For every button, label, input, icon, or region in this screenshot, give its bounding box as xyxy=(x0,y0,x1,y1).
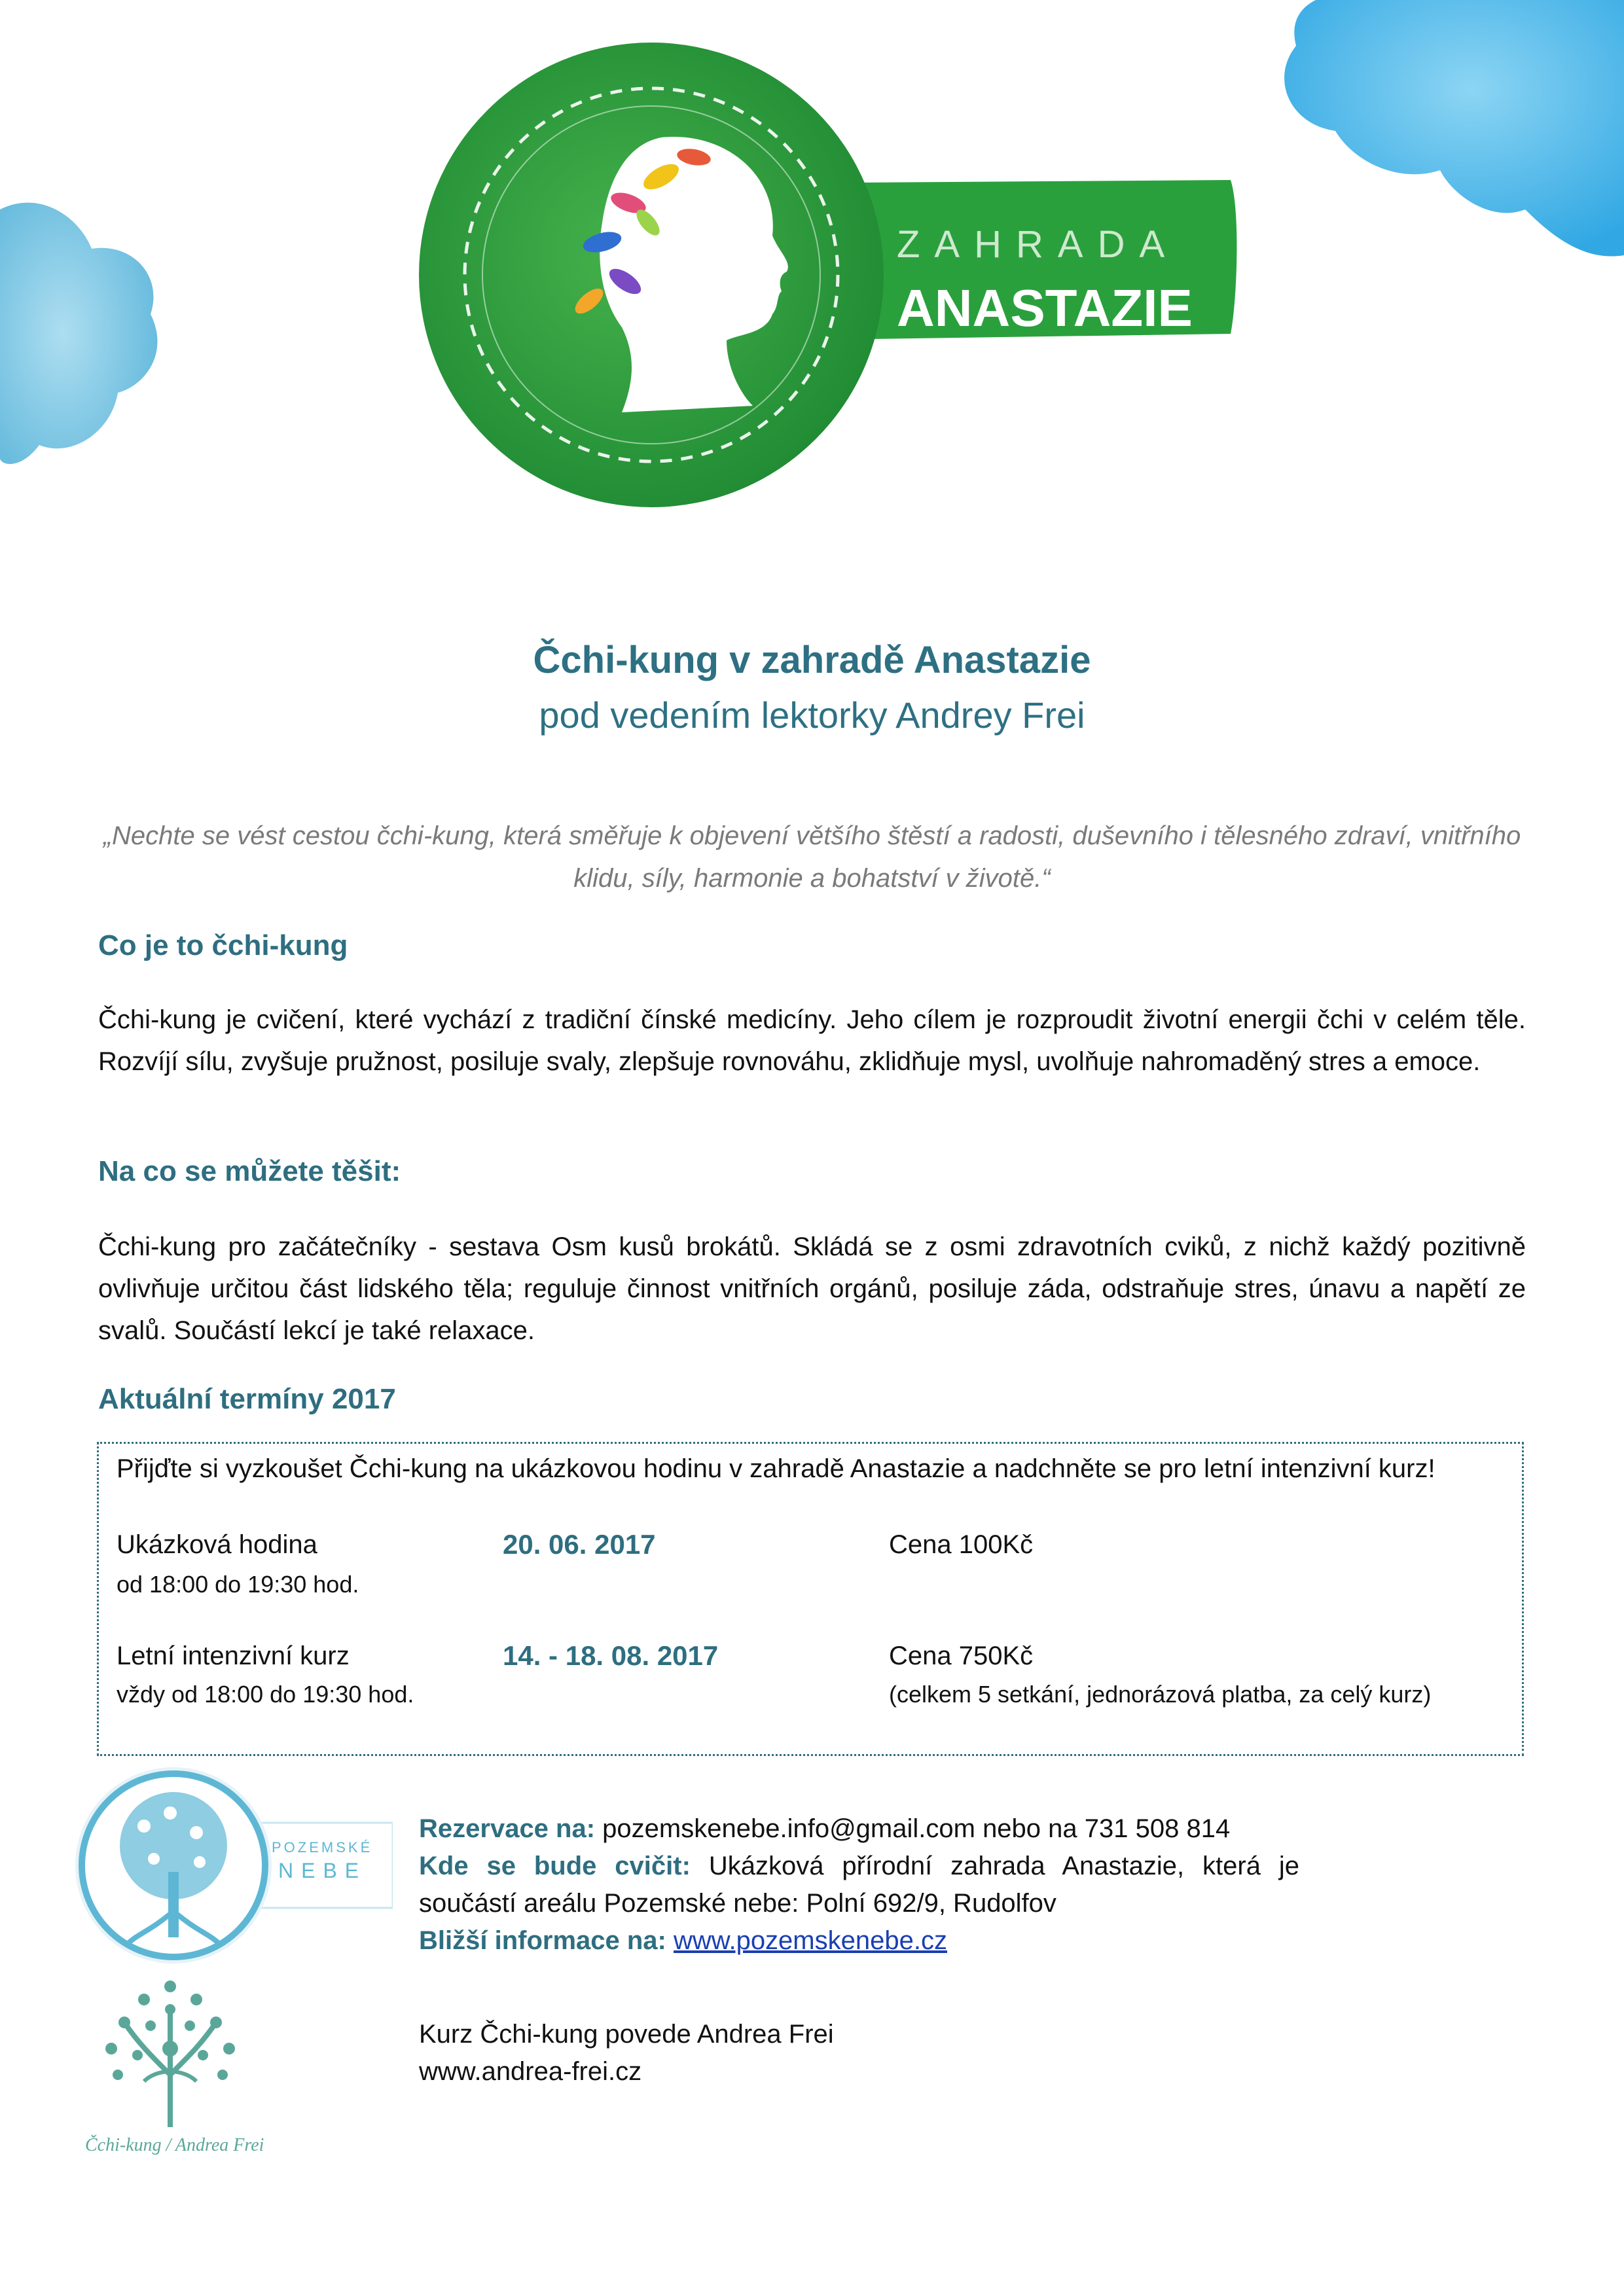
info-label: Bližší informace na: xyxy=(419,1926,666,1955)
event-time: vždy od 18:00 do 19:30 hod. xyxy=(117,1681,414,1708)
andrea-frei-logo xyxy=(72,1964,268,2166)
info-line xyxy=(419,1922,1299,1960)
andrea-frei-caption: Čchi-kung / Andrea Frei xyxy=(85,2135,264,2155)
logo-line1: ZAHRADA xyxy=(897,223,1180,266)
page-title: Čchi-kung v zahradě Anastazie xyxy=(533,639,1091,681)
section-heading-what-is: Co je to čchi-kung xyxy=(98,929,348,961)
watercolor-blob-right xyxy=(1276,0,1624,262)
event-name: Letní intenzivní kurz xyxy=(117,1641,350,1670)
reservation-label: Rezervace na: xyxy=(419,1814,596,1843)
section-heading-look-forward: Na co se můžete těšit: xyxy=(98,1155,401,1187)
reservation-email[interactable]: pozemskenebe.info@gmail.com xyxy=(602,1814,975,1843)
section-heading-dates: Aktuální termíny 2017 xyxy=(98,1383,396,1415)
event-price: Cena 100Kč xyxy=(889,1530,1034,1559)
event-name: Ukázková hodina xyxy=(117,1530,317,1559)
event-price: Cena 750Kč xyxy=(889,1641,1034,1670)
zahrada-anastazie-logo xyxy=(386,26,1244,524)
lector-block xyxy=(419,2016,834,2090)
lector-line: Kurz Čchi-kung povede Andrea Frei xyxy=(419,2020,834,2049)
section-text-look-forward: Čchi-kung pro začátečníky - sestava Osm kusů brokátů. Skládá se z osmi zdravotních cviků, z nichž každý pozitivně ovlivňuje určitou část lidského těla; reguluje činnost vnitřních orgánů, posiluje záda, odstraňuje stres, únavu a napětí ze svalů. Součástí lekcí je také relaxace. xyxy=(98,1232,1526,1345)
event-time: od 18:00 do 19:30 hod. xyxy=(117,1571,359,1598)
reservation-line xyxy=(419,1810,1299,1848)
pozemske-nebe-logo xyxy=(72,1767,393,1964)
pozemske-line2: NEBE xyxy=(278,1859,367,1882)
reservation-mid: nebo na xyxy=(983,1814,1077,1843)
dates-intro: Přijďte si vyzkoušet Čchi-kung na ukázkovou hodinu v zahradě Anastazie a nadchněte se pro letní intenzivní kurz! xyxy=(117,1454,1435,1483)
where-text: Ukázková přírodní zahrada Anastazie, která je součástí areálu Pozemské nebe: Polní 692/9, Rudolfov xyxy=(419,1852,1299,1918)
event-date: 20. 06. 2017 xyxy=(503,1529,656,1560)
info-link[interactable]: www.pozemskenebe.cz xyxy=(674,1926,947,1955)
watercolor-blob-left xyxy=(0,196,170,484)
reservation-phone: 731 508 814 xyxy=(1084,1814,1231,1843)
pozemske-line1: POZEMSKÉ xyxy=(272,1839,373,1856)
intro-quote: „Nechte se vést cestou čchi-kung, která směřuje k objevení většího štěstí a radosti, duševního i tělesného zdraví, vnitřního klidu, síly, harmonie a bohatství v životě.“ xyxy=(103,821,1521,893)
contact-block xyxy=(419,1810,1299,1960)
logo-line2: ANASTAZIE xyxy=(897,279,1193,337)
dates-box xyxy=(97,1442,1524,1756)
event-note: (celkem 5 setkání, jednorázová platba, za celý kurz) xyxy=(889,1681,1432,1708)
where-line xyxy=(419,1848,1299,1922)
section-text-what-is: Čchi-kung je cvičení, které vychází z tradiční čínské medicíny. Jeho cílem je rozproudit životní energii čchi v celém těle. Rozvíjí sílu, zvyšuje pružnost, posiluje svaly, zlepšuje rovnováhu, zklidňuje mysl, uvolňuje nahromaděný stres a emoce. xyxy=(98,1005,1526,1076)
lector-web[interactable]: www.andrea-frei.cz xyxy=(419,2057,642,2086)
where-label: Kde se bude cvičit: xyxy=(419,1852,691,1880)
page-subtitle: pod vedením lektorky Andrey Frei xyxy=(539,694,1085,736)
event-date: 14. - 18. 08. 2017 xyxy=(503,1640,719,1671)
